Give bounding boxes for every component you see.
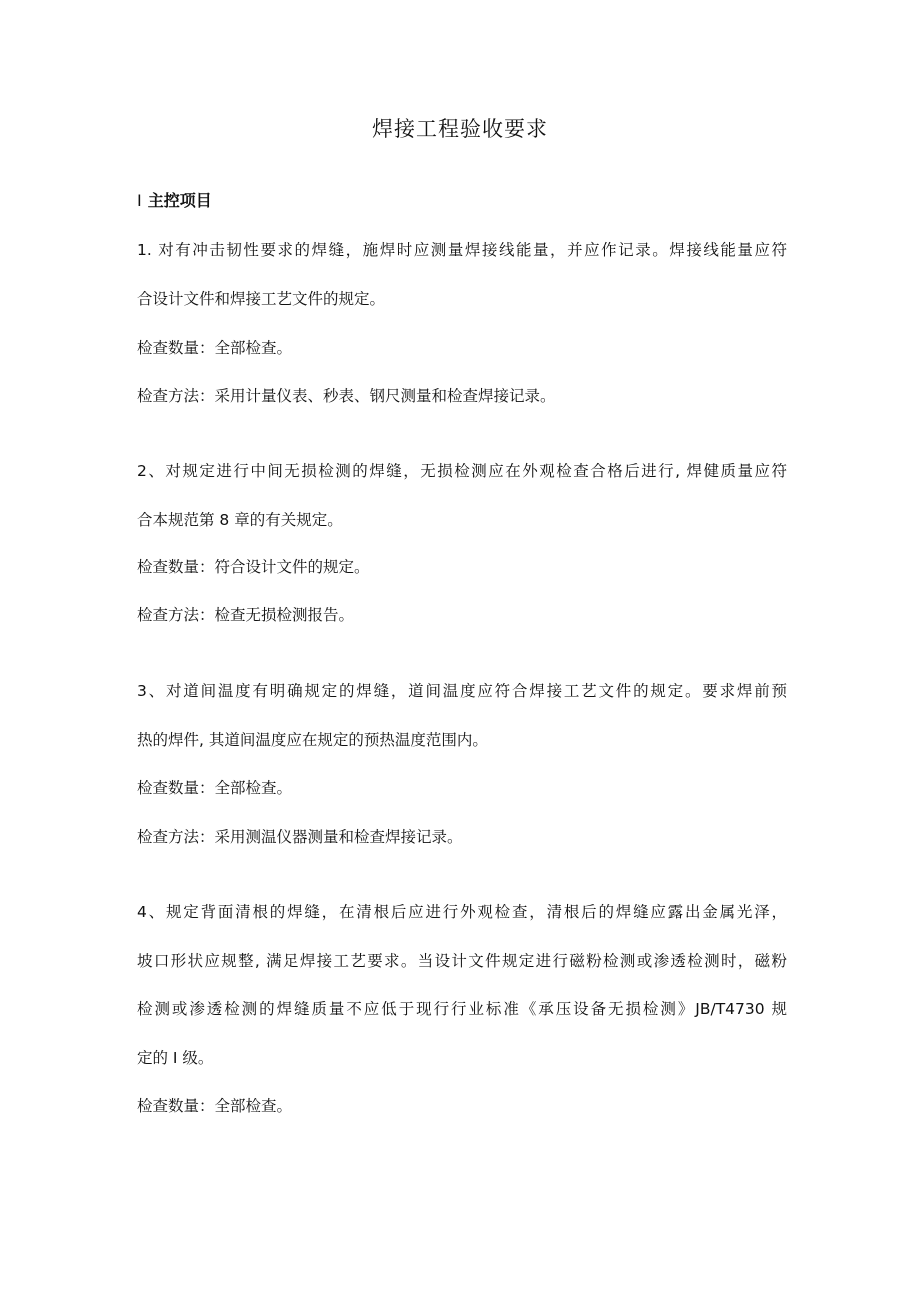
paragraph-line: 3、对道间温度有明确规定的焊缝，道间温度应符合焊接工艺文件的规定。要求焊前预 [137,682,787,700]
document-title: 焊接工程验收要求 [372,117,548,141]
paragraph-line: 定的 I 级。 [137,1048,214,1067]
check-quantity-1: 检查数量：全部检查。 [137,339,293,357]
paragraph-line: 1. 对有冲击韧性要求的焊缝，施焊时应测量焊接线能量，并应作记录。焊接线能量应符 [137,241,787,259]
paragraph-line: 热的焊件, 其道间温度应在规定的预热温度范围内。 [137,730,488,749]
check-method-3: 检查方法：采用测温仪器测量和检查焊接记录。 [137,828,463,846]
paragraph-line: 合设计文件和焊接工艺文件的规定。 [137,289,386,308]
paragraph-line: 检测或渗透检测的焊缝质量不应低于现行行业标准《承压设备无损检测》JB/T4730 规 [137,1000,787,1018]
paragraph-line: 坡口形状应规整, 满足焊接工艺要求。当设计文件规定进行磁粉检测或渗透检测时，磁粉 [137,951,787,970]
check-quantity-2: 检查数量：符合设计文件的规定。 [137,558,370,576]
paragraph-line: 合本规范第 8 章的有关规定。 [137,510,343,529]
section-numeral: I [137,191,142,210]
check-method-2: 检查方法：检查无损检测报告。 [137,606,355,624]
requirement-paragraph-1 [137,226,787,323]
requirement-paragraph-3 [137,667,787,764]
check-quantity-3: 检查数量：全部检查。 [137,779,293,797]
requirement-paragraph-2 [137,447,787,544]
check-quantity-4: 检查数量：全部检查。 [137,1097,293,1115]
requirement-paragraph-4 [137,888,787,1082]
section-heading-text: 主控项目 [147,191,212,210]
paragraph-line: 4、规定背面清根的焊缝，在清根后应进行外观检查，清根后的焊缝应露出金属光泽， [137,903,787,921]
check-method-1: 检查方法：采用计量仪表、秒表、钢尺测量和检查焊接记录。 [137,387,556,405]
section-heading [137,187,212,215]
paragraph-line: 2、对规定进行中间无损检测的焊缝，无损检测应在外观检查合格后进行, 焊健质量应符 [137,462,787,480]
